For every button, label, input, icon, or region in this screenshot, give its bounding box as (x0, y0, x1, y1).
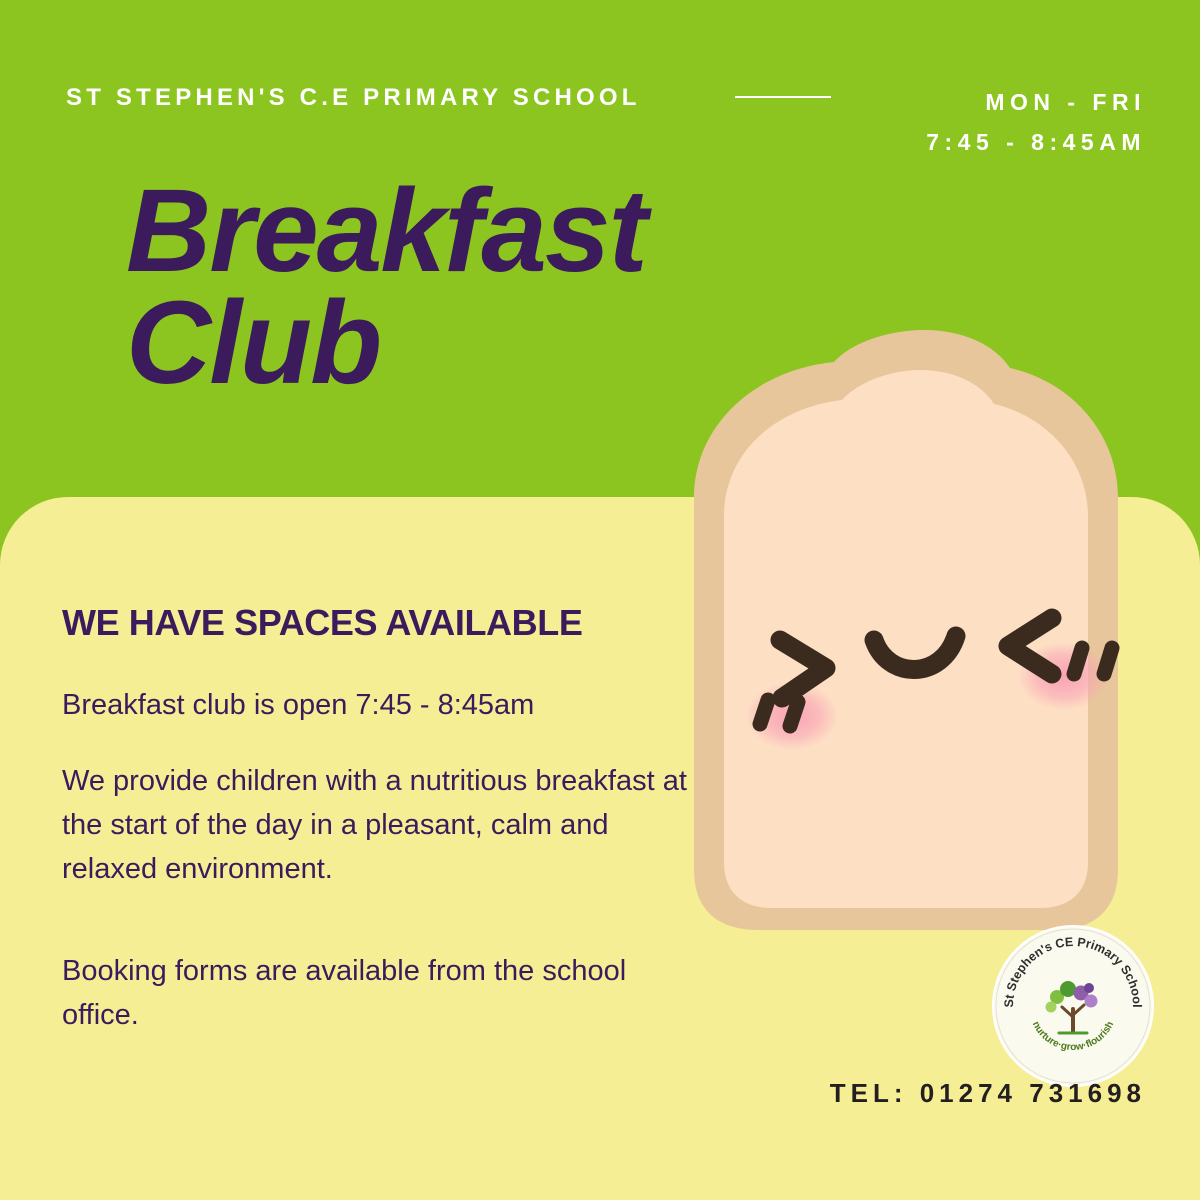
telephone-number: TEL: 01274 731698 (829, 1078, 1146, 1108)
header-divider-line (735, 96, 831, 98)
title-line-2: Club (126, 277, 381, 410)
page-title (126, 165, 646, 410)
description-text: We provide children with a nutritious breakfast at the start of the day in a pleasant, calm and relaxed environment. (62, 764, 687, 885)
svg-text:nurture·grow·flourish: nurture·grow·flourish (1029, 1019, 1117, 1054)
panel-text-block (62, 603, 702, 1069)
opening-hours-text: Breakfast club is open 7:45 - 8:45am (62, 688, 535, 721)
school-name: ST STEPHEN'S C.E PRIMARY SCHOOL (66, 84, 641, 111)
svg-text:St Stephen's CE Primary School: St Stephen's CE Primary School (1001, 934, 1145, 1008)
schedule-days: MON - FRI (985, 89, 1146, 115)
schedule-times: 7:45 - 8:45AM (926, 129, 1146, 156)
spaces-available-heading: WE HAVE SPACES AVAILABLE (62, 602, 583, 643)
school-logo (992, 925, 1154, 1087)
title-line-1: Breakfast (126, 165, 646, 297)
schedule-block (926, 82, 1146, 163)
booking-info-text: Booking forms are available from the school office. (62, 954, 627, 1031)
poster-header (66, 82, 1146, 163)
